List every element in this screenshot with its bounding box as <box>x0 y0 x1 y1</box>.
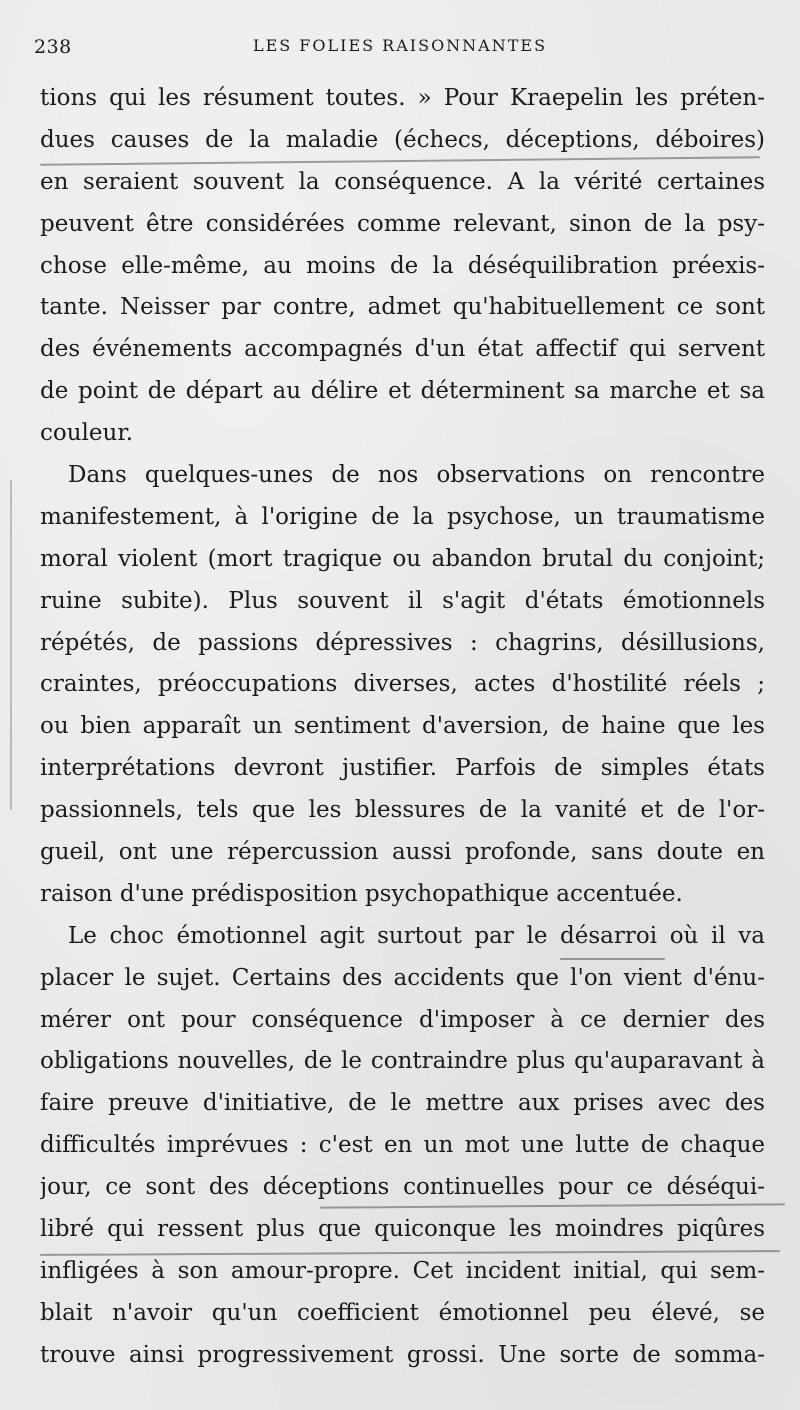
text-line: blait n'avoir qu'un coefficient émotionnel peu élevé, se <box>40 1299 765 1326</box>
text-line: placer le sujet. Certains des accidents que l'on vient d'énu- <box>40 964 765 991</box>
text-line: chose elle-même, au moins de la déséquilibration préexis- <box>40 252 765 279</box>
pencil-underline <box>560 958 665 960</box>
text-line: tante. Neisser par contre, admet qu'habituellement ce sont <box>40 294 765 321</box>
text-line: de point de départ au délire et déterminent sa marche et sa <box>40 378 765 405</box>
paragraph-start-line: Dans quelques-unes de nos observations on rencontre <box>68 462 765 489</box>
paragraph-start-line: Le choc émotionnel agit surtout par le désarroi où il va <box>68 922 765 949</box>
text-line: manifestement, à l'origine de la psychose, un traumatisme <box>40 503 765 530</box>
running-head <box>30 32 770 62</box>
text-line: obligations nouvelles, de le contraindre plus qu'auparavant à <box>40 1048 765 1075</box>
text-line: jour, ce sont des déceptions continuelles pour ce déséqui- <box>40 1174 765 1201</box>
body-text <box>40 78 765 1377</box>
text-line: couleur. <box>40 420 134 447</box>
text-line: des événements accompagnés d'un état affectif qui servent <box>40 336 765 363</box>
text-line: peuvent être considérées comme relevant, sinon de la psy- <box>40 210 765 237</box>
text-line: interprétations devront justifier. Parfois de simples états <box>40 755 765 782</box>
text-line: ruine subite). Plus souvent il s'agit d'états émotionnels <box>40 587 765 614</box>
text-line: moral violent (mort tragique ou abandon brutal du conjoint; <box>40 545 765 572</box>
text-line: craintes, préoccupations diverses, actes d'hostilité réels ; <box>40 671 765 698</box>
text-line: raison d'une prédisposition psychopathique accentuée. <box>40 880 683 907</box>
text-line: mérer ont pour conséquence d'imposer à ce dernier des <box>40 1006 765 1033</box>
text-line: libré qui ressent plus que quiconque les moindres piqûres <box>40 1216 765 1243</box>
text-line: infligées à son amour-propre. Cet incident initial, qui sem- <box>40 1257 765 1284</box>
text-line: faire preuve d'initiative, de le mettre aux prises avec des <box>40 1090 765 1117</box>
page-number: 238 <box>34 36 72 58</box>
text-line: difficultés imprévues : c'est en un mot une lutte de chaque <box>40 1132 765 1159</box>
text-line: tions qui les résument toutes. » Pour Kraepelin les préten- <box>40 85 765 111</box>
text-line: ou bien apparaît un sentiment d'aversion, de haine que les <box>40 713 765 740</box>
text-line: passionnels, tels que les blessures de la vanité et de l'or- <box>40 797 765 824</box>
text-line: trouve ainsi progressivement grossi. Une sorte de somma- <box>40 1341 765 1368</box>
text-line: gueil, ont une répercussion aussi profonde, sans doute en <box>40 839 765 866</box>
text-line: en seraient souvent la conséquence. A la vérité certaines <box>40 168 765 195</box>
pencil-margin-line <box>10 480 12 810</box>
text-line: dues causes de la maladie (échecs, déceptions, déboires) <box>40 126 765 153</box>
running-title: LES FOLIES RAISONNANTES <box>252 36 548 55</box>
text-line: répétés, de passions dépressives : chagrins, désillusions, <box>40 629 765 656</box>
